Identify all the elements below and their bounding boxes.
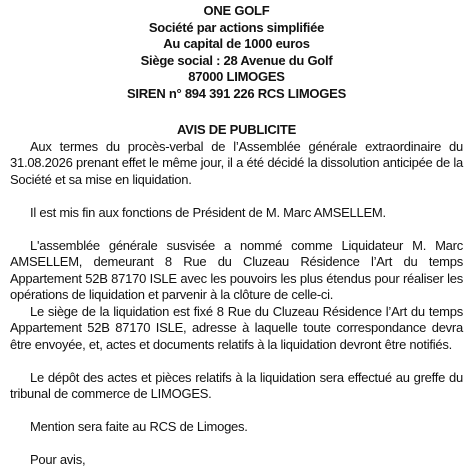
company-siren: SIREN n° 894 391 226 RCS LIMOGES <box>126 85 346 101</box>
company-registered-office: Siège social : 28 Avenue du Golf <box>140 52 333 68</box>
company-header <box>10 3 463 102</box>
notice-paragraph-dissolution: Aux termes du procès-verbal de l’Assemblée générale extraordinaire du 31.08.2026 prenant effet le même jour, il a été décidé la dissolution anticipée de la Société et sa mise en liquidation. <box>10 138 463 187</box>
notice-paragraph-rcs-mention: Mention sera faite au RCS de Limoges. <box>30 419 248 434</box>
company-city: 87000 LIMOGES <box>188 69 285 84</box>
notice-paragraph-president: Il est mis fin aux fonctions de Président de M. Marc AMSELLEM. <box>30 204 386 220</box>
notice-paragraph-liquidator: L'assemblée générale susvisée a nommé comme Liquidateur M. Marc AMSELLEM, demeurant 8 Rue du Cluzeau Résidence l’Art du temps Appartement 52B 87170 ISLE avec les pouvoirs les plus étendus pour réaliser les opérations de liquidation et parvenir à la clôture de celle-ci. <box>10 237 463 302</box>
company-capital: Au capital de 1000 euros <box>163 36 310 51</box>
company-legal-form: Société par actions simplifiée <box>148 19 325 35</box>
notice-closing: Pour avis, <box>30 452 86 467</box>
notice-paragraph-filing: Le dépôt des actes et pièces relatifs à la liquidation sera effectué au greffe du tribunal de commerce de LIMOGES. <box>10 369 463 401</box>
company-name: ONE GOLF <box>203 3 270 18</box>
notice-title: AVIS DE PUBLICITE <box>176 122 297 137</box>
notice-paragraph-liquidation-seat: Le siège de la liquidation est fixé 8 Rue du Cluzeau Résidence l’Art du temps Appartement 52B 87170 ISLE, adresse à laquelle toute correspondance devra être envoyée, et, actes et documents relatifs à la liquidation devront être notifiés. <box>10 303 463 352</box>
